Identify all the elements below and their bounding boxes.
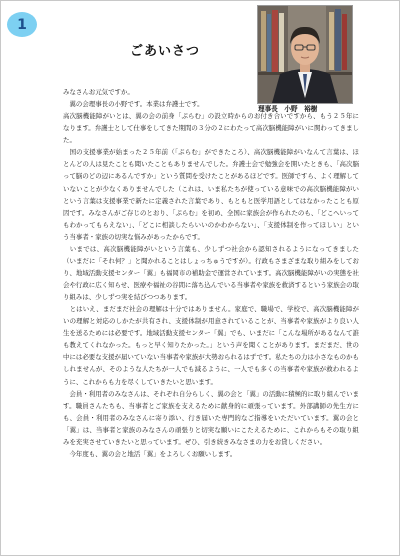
chairman-caption: 理事長 小野 裕樹 [258,105,318,113]
paragraph: 今年度も、翼の会と地活「翼」をよろしくお願いします。 [63,449,237,458]
paragraph: 翼の会理事長の小野です。本業は弁護士です。 [63,100,204,109]
paragraph: 国の支援事業が始まった２５年前（「ぷらむ」ができたころ）、高次脳機能障がいなんて言葉は、ほとんどの人は見たことも聞いたこともありませんでした。弁護士会で勉強会を開いたときも、「高次脳って脳のどの辺にあるんですか」という質問を受けたことがあるほどです。医師ですら、よく理解していないことが少なくありませんでした（これは、いま私たちが使っている意味での高次脳機能障がいという言葉は支援事業で新たに定義された言葉であり、もともと医学用語としてはなかったことも原因です。みなさんがご存じのとおり、「ぷらむ」を初め、全国に家族会が作られたのも、「どこへいってもわかってもらえない」、「どこに相談したらいいのかわからない」、「支援体制を作ってほしい」という当事者・家族の切実な悩みがあったからです。 [63,148,359,241]
paragraph: 会員・利用者のみなさんは、それぞれ自分らしく、翼の会と「翼」の活動に積極的に取り組んでいます。職員さんたちも、当事者とご家族を支えるために献身的に頑張っています。外部講師の先生方にも、会員・利用者のみなさんに寄り添い、行き届いた専門的なご指導をいただいています。翼の会と「翼」は、当事者と家族のみなさんの頑張りと切実な願いにこたえるために、これからもその取り組みを充実させていきたいと思っています。ぜひ、引き続きみなさまの力をお貸しください。 [63,389,359,446]
paragraph: とはいえ、まだまだ社会の理解は十分ではありません。家庭で、職場で、学校で、高次脳機能障がいの理解と対応のしかたが共有され、支援体制が用意されていることが、当事者や家族がより良い人生を送るためには必要です。地域活動支援センター「翼」でも、いまだに「こんな場所があるなんて誰も教えてくれなかった。もっと早く知りたかった。」という声を聞くことがあります。まだまだ、世の中には必要な支援が届いていない当事者や家族が大勢おられるはずです。私たちの力は小さなものかもしれませんが、そのような人たちが一人でも減るように、一人でも多くの当事者や家族が救われるように、これからも力を尽くしていきたいと思います。 [63,305,359,386]
page-title: ごあいさつ [130,44,201,59]
paragraph: みなさんお元気ですか。 [63,88,134,96]
page-number-badge [7,12,37,37]
page-number: 1 [17,16,27,33]
greeting-body [63,86,359,460]
paragraph: いまでは、高次脳機能障がいという言葉も、少しずつ社会から認知されるようになってきました（いまだに「それ何？」と聞かれることはしょっちゅうですが）。行政もさまざまな取り組みをしており、地域活動支援センター「翼」も福岡市の補助金で運営されています。高次脳機能障がいの実態を社会や行政に広く知らせ、医療や福祉の谷間に落ち込んでいる当事者や家族を救済するという家族会の取り組みは、少しずつ実を結びつつあります。 [63,244,359,302]
paragraph: 高次脳機能障がいとは、翼の会の前身「ぷらむ」の設立時からのお付き合いですから、もう２５年になります。弁護士として仕事をしてきた期間の３分の２にわたって高次脳機能障がいに関わってきました。 [63,112,359,145]
